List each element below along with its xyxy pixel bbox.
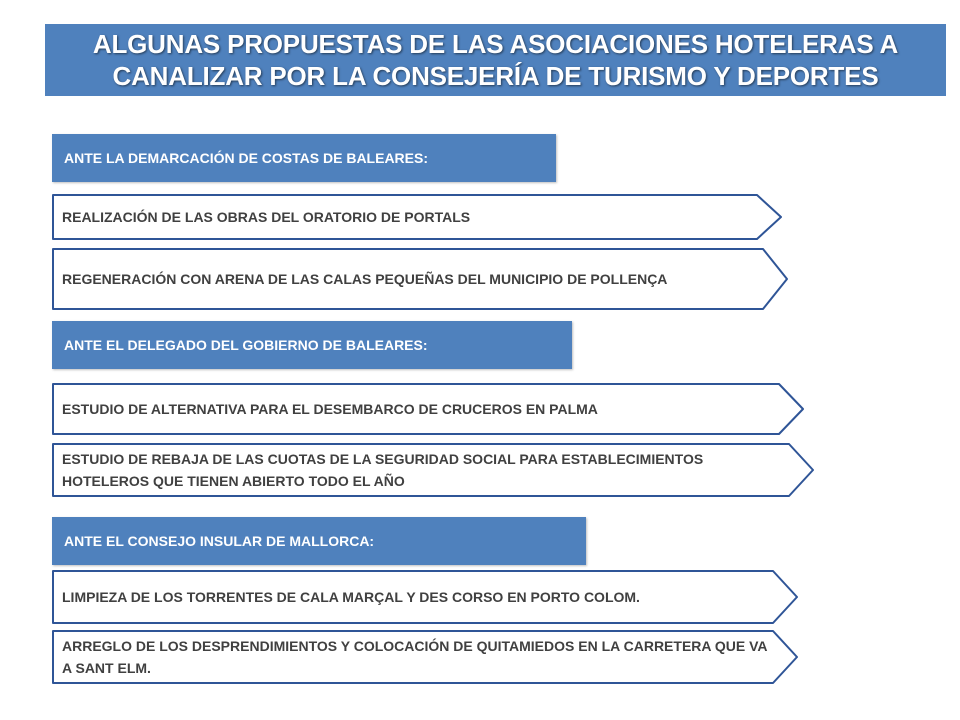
section-header-consejo: ANTE EL CONSEJO INSULAR DE MALLORCA: bbox=[52, 517, 586, 565]
item-regeneracion-arena bbox=[52, 248, 788, 310]
item-text: ARREGLO DE LOS DESPRENDIMIENTOS Y COLOCACIÓN DE QUITAMIEDOS EN LA CARRETERA QUE VA A SANT ELM. bbox=[62, 638, 767, 676]
item-text: LIMPIEZA DE LOS TORRENTES DE CALA MARÇAL Y DES CORSO EN PORTO COLOM. bbox=[62, 589, 640, 605]
item-rebaja-cuotas bbox=[52, 443, 814, 497]
item-arreglo-desprendimientos bbox=[52, 630, 798, 684]
section-header-delegado: ANTE EL DELEGADO DEL GOBIERNO DE BALEARES: bbox=[52, 321, 572, 369]
item-text: REGENERACIÓN CON ARENA DE LAS CALAS PEQUEÑAS DEL MUNICIPIO DE POLLENÇA bbox=[62, 271, 668, 287]
item-text: REALIZACIÓN DE LAS OBRAS DEL ORATORIO DE PORTALS bbox=[62, 209, 471, 225]
item-text: ESTUDIO DE ALTERNATIVA PARA EL DESEMBARCO DE CRUCEROS EN PALMA bbox=[62, 401, 598, 417]
item-obras-oratorio bbox=[52, 194, 782, 240]
section-header-costas: ANTE LA DEMARCACIÓN DE COSTAS DE BALEARES: bbox=[52, 134, 556, 182]
item-desembarco-cruceros bbox=[52, 383, 804, 435]
title-banner bbox=[45, 24, 946, 96]
item-limpieza-torrentes bbox=[52, 570, 798, 624]
slide-title: ALGUNAS PROPUESTAS DE LAS ASOCIACIONES HOTELERAS A CANALIZAR POR LA CONSEJERÍA DE TURISMO Y DEPORTES bbox=[92, 29, 899, 91]
item-text: ESTUDIO DE REBAJA DE LAS CUOTAS DE LA SEGURIDAD SOCIAL PARA ESTABLECIMIENTOS HOTELEROS QUE TIENEN ABIERTO TODO EL AÑO bbox=[62, 451, 704, 489]
